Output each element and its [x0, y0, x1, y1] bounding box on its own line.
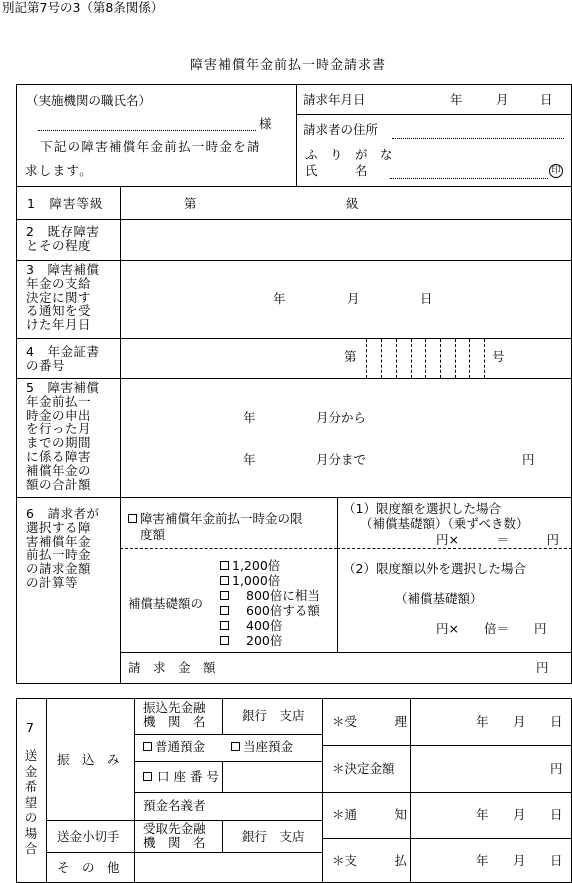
- row6-label: 6 請求者が 選択する障 害補償年金 前払一時金 の請求金額 の計算等: [26, 506, 100, 590]
- address-field[interactable]: [392, 138, 564, 139]
- toza-checkbox[interactable]: [231, 742, 240, 751]
- option-1200-label: 1,200倍: [232, 558, 281, 573]
- row4-go: 号: [492, 349, 505, 364]
- option-1000-checkbox[interactable]: [220, 576, 229, 585]
- seal-mark-icon: 印: [549, 164, 563, 178]
- option-200-label: 200倍: [246, 633, 283, 648]
- juri-year: 年: [476, 714, 489, 729]
- row3-day: 日: [420, 291, 433, 306]
- agency-field[interactable]: [38, 130, 256, 131]
- case1-headers: （補償基礎額）（乗ずべき数）: [360, 516, 529, 531]
- date-year: 年: [450, 92, 463, 107]
- row5-label: 5 障害補償 年金前払一 時金の申出 を行った月 までの期間 に係る障害 補償年金の 額の合計額: [26, 380, 100, 492]
- case1-formula: 円× ＝ 円: [436, 532, 559, 547]
- limit-checkbox[interactable]: [128, 514, 137, 523]
- juri-label: ＊受 理: [332, 714, 408, 729]
- shiharai-day: 日: [550, 853, 563, 868]
- kogitte-label: 送金小切手: [57, 829, 120, 844]
- case2-header: （補償基礎額）: [395, 591, 483, 606]
- option-1000-label: 1,000倍: [232, 573, 281, 588]
- sama-label: 様: [259, 116, 272, 131]
- tsuchi-month: 月: [513, 807, 526, 822]
- shiharai-month: 月: [513, 853, 526, 868]
- row4-label: 4 年金証書 の番号: [26, 344, 100, 373]
- page-title: 障害補償年金前払一時金請求書: [190, 58, 387, 73]
- account-no-checkbox[interactable]: [143, 772, 152, 781]
- case2-formula: 円× 倍＝ 円: [436, 621, 547, 636]
- kettei-label: ＊決定金額: [332, 761, 395, 776]
- request-text-line1: 下記の障害補償年金前払一時金を請: [40, 139, 261, 154]
- total-amount-label: 請 求 金 額: [128, 660, 216, 675]
- case2-title: （2）限度額以外を選択した場合: [343, 561, 526, 576]
- name-field[interactable]: [390, 178, 548, 179]
- row3-month: 月: [347, 291, 360, 306]
- kettei-yen: 円: [550, 761, 563, 776]
- option-600-label: 600倍する額: [246, 603, 320, 618]
- date-label: 請求年月日: [303, 92, 366, 107]
- option-800-checkbox[interactable]: [220, 591, 229, 600]
- tsuchi-year: 年: [476, 807, 489, 822]
- bank-name-label-2: 機 関 名: [143, 714, 206, 729]
- shiharai-year: 年: [476, 853, 489, 868]
- juri-day: 日: [550, 714, 563, 729]
- section7-label: 送金希望の場合: [24, 748, 38, 856]
- option-600-checkbox[interactable]: [220, 606, 229, 615]
- case1-title: （1）限度額を選択した場合: [343, 501, 501, 516]
- name-label: 氏 名: [305, 163, 368, 178]
- limit-label-line1: 障害補償年金前払一時金の限: [140, 511, 303, 526]
- request-text-line2: 求します。: [25, 163, 94, 178]
- account-holder-label: 預金名義者: [143, 798, 206, 813]
- row5-yen: 円: [522, 452, 535, 467]
- row3-label: 3 障害補償 年金の支給 決定に関す る通知を受 けた年月日: [26, 262, 100, 333]
- base-amount-label: 補償基礎額の: [128, 596, 204, 611]
- limit-label-line2: 度額: [140, 527, 166, 542]
- recv-bank-label-1: 受取先金融: [143, 821, 206, 836]
- row5-year-to: 年: [243, 452, 256, 467]
- row5-from: 月分から: [316, 410, 367, 425]
- shiharai-label: ＊支 払: [332, 853, 408, 868]
- section7-number: 7: [26, 720, 34, 735]
- furigana-label: ふ り が な: [305, 147, 393, 162]
- date-day: 日: [540, 92, 553, 107]
- bank-branch-label: 銀行 支店: [242, 708, 305, 723]
- total-amount-yen: 円: [536, 660, 549, 675]
- form-reference: 別記第7号の3（第8条関係）: [2, 0, 164, 15]
- furikomi-label: 振 込 み: [57, 752, 120, 767]
- option-400-label: 400倍: [246, 618, 283, 633]
- option-1200-checkbox[interactable]: [220, 561, 229, 570]
- remittance-table: [16, 698, 572, 883]
- juri-month: 月: [513, 714, 526, 729]
- row2-label: 2 既存障害 とその程度: [26, 224, 100, 253]
- row1-dai: 第: [184, 196, 197, 211]
- recv-bank-label-2: 機 関 名: [143, 835, 206, 850]
- row5-to: 月分まで: [316, 452, 367, 467]
- recv-branch-label: 銀行 支店: [242, 829, 305, 844]
- tsuchi-label: ＊通 知: [332, 807, 408, 822]
- date-month: 月: [496, 92, 509, 107]
- row1-label: 1 障害等級: [27, 196, 104, 211]
- address-label: 請求者の住所: [303, 122, 379, 137]
- bank-name-label-1: 振込先金融: [143, 700, 206, 715]
- futsu-label: 普通預金: [155, 739, 206, 754]
- sonota-label: そ の 他: [57, 860, 120, 875]
- toza-label: 当座預金: [243, 739, 294, 754]
- option-200-checkbox[interactable]: [220, 636, 229, 645]
- row3-year: 年: [273, 291, 286, 306]
- option-400-checkbox[interactable]: [220, 621, 229, 630]
- row4-dai: 第: [344, 349, 357, 364]
- row1-kyu: 級: [346, 196, 359, 211]
- agency-label: （実施機関の職氏名）: [26, 93, 152, 108]
- option-800-label: 800倍に相当: [246, 588, 320, 603]
- account-no-label: 口座番号: [157, 769, 224, 784]
- futsu-checkbox[interactable]: [143, 742, 152, 751]
- tsuchi-day: 日: [550, 807, 563, 822]
- row5-year-from: 年: [243, 410, 256, 425]
